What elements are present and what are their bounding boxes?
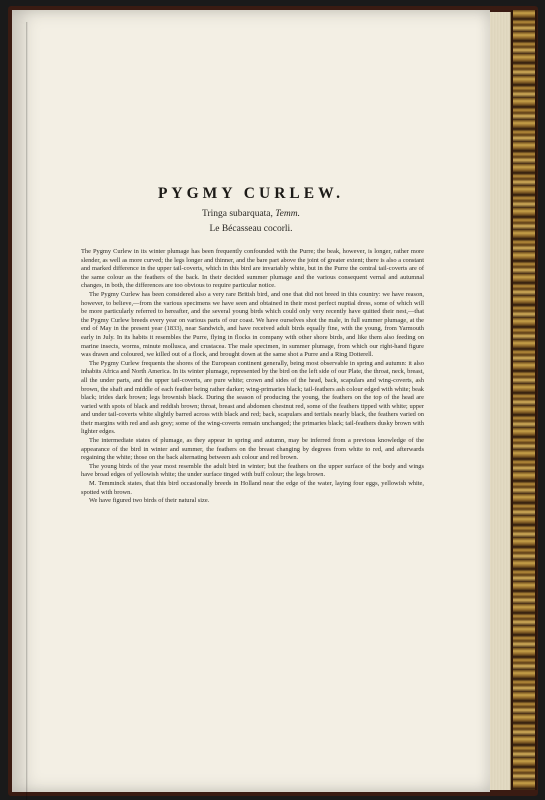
body-text xyxy=(81,248,424,506)
paragraph: The intermediate states of plumage, as they appear in spring and autumn, may be inferred from a previous knowledge of the appearance of the bird in winter and summer, the feathers on the breast changing by degrees from white to red, and afterwards regaining the white; those on the back alternating between ash colour and red brown. xyxy=(81,437,424,462)
paragraph: The young birds of the year most resemble the adult bird in winter; but the feathers on the upper surface of the body and wings have broad edges of yellowish white; the under surface tinged with buff colour; the legs brown. xyxy=(81,462,424,479)
french-name: Le Bécasseau cocorli. xyxy=(209,224,293,234)
paragraph: M. Temminck states, that this bird occasionally breeds in Holland near the edge of the water, laying four eggs, yellowish white, spotted with brown. xyxy=(81,480,424,496)
gutter-shadow xyxy=(26,22,28,800)
gilt-border-ornament xyxy=(511,10,537,790)
page-title: PYGMY CURLEW. xyxy=(157,185,345,202)
latin-name-line xyxy=(12,209,490,219)
paragraph: The Pygmy Curlew frequents the shores of the European continent generally, being most observable in spring and autumn: it also inhabits Africa and North America. In its winter plumage, represented by the bird on the left side of our Plate, the throat, neck, breast, all the under parts, and the upper tail-coverts, are pure white; crown and sides of the head, back, scapulars and wing-coverts, ash brown, the shaft and middle of each feather being rather darker; wing-primaries black; tail-feathers ash colour edged with white; beak black; irides dark brown; legs brownish black. During the season of producing the young, the feathers on the top of the head are varied with spots of black and reddish brown; throat, breast and abdomen chestnut red, some of the feathers tipped with white; upper and under tail-coverts white slightly barred across with black and red; back, scapulars and tertials nearly black, the feathers varied on their margins with red and ash grey; some of the wing-coverts remain unchanged; the primaries black; tail-feathers dusky brown with lighter edges. xyxy=(81,359,424,436)
paragraph: We have figured two birds of their natural size. xyxy=(89,497,210,505)
paragraph: The Pygmy Curlew has been considered also a very rare British bird, and one that did not breed in this country: we have reason, however, to believe,—from the various specimens we have seen and obtained in their most perfect nuptial dress, some of which will be more particularly referred to hereafter, and the several young birds which could only very recently have quitted their nest,—that the Pygmy Curlew breeds every year on various parts of our coast. We have ourselves shot the male, in full summer plumage, at the end of May in the present year (1833), near Sandwich, and have received adult birds equally fine, with the young, from Yarmouth early in July. In its habits it resembles the Purre, flying in flocks in company with other shore birds, and like them also feeding on marine insects, worms, minute mollusca, and crustacea. The male specimen, in summer plumage, from which our right-hand figure was drawn and coloured, we killed out of a flock, and brought down at the same shot a Purre and a Ring Dotterell. xyxy=(81,290,424,359)
latin-name: Tringa subarquata, xyxy=(202,209,273,219)
paragraph: The Pygmy Curlew in its winter plumage has been frequently confounded with the Purre; the beak, however, is longer, rather more slender, as well as more curved; the legs longer and thinner, and the bare part above the joint of greater extent; there is also a constant and marked difference in the upper tail-coverts, which in this bird are invariably white, but in the Purre the central tail-coverts are of the same colour as the feathers of the back. In their decided summer plumage and the various consequent vernal and autumnal changes, in both, the differences are too obvious to require particular notice. xyxy=(81,248,424,290)
book-page xyxy=(12,10,490,792)
latin-author: Temm. xyxy=(275,209,300,219)
